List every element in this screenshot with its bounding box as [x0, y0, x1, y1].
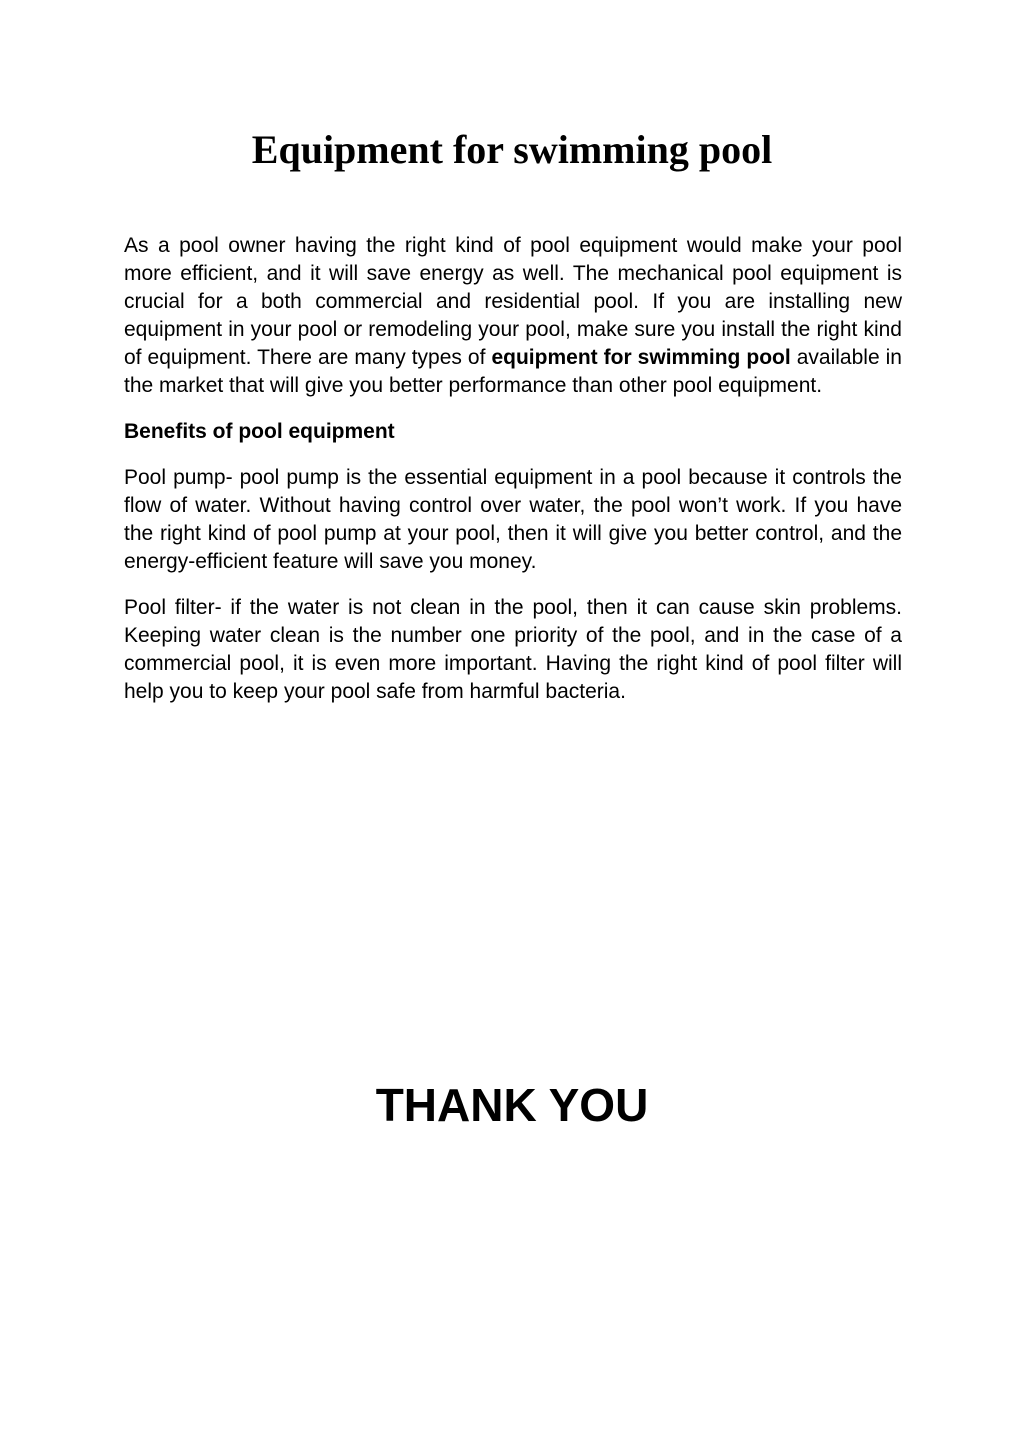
intro-bold-keyword: equipment for swimming pool	[491, 346, 791, 369]
intro-paragraph	[124, 232, 902, 400]
closing-heading: THANK YOU	[375, 1079, 649, 1131]
document-title: Equipment for swimming pool	[251, 127, 773, 172]
pool-pump-paragraph: Pool pump- pool pump is the essential equipment in a pool because it controls the flow of water. Without having control over water, the pool won’t work. If you have the right kind of pool pump at your pool, then it will give you better control, and the energy-efficient feature will save you money.	[124, 466, 902, 573]
document-body	[124, 232, 902, 724]
intro-text-start: As a pool owner having the right kind of pool equipment would make your pool more efficient, and it will save energy as well. The mechanical pool equipment is crucial for a both commercial and residential pool. If you are installing new equipment in your pool or remodeling your pool, make sure you install the right kind of equipment. There are many types of	[124, 234, 902, 369]
intro-text-end: available in the market that will give you better performance than other pool equipment.	[124, 346, 902, 397]
section-subheading: Benefits of pool equipment	[124, 420, 395, 443]
pool-filter-paragraph: Pool filter- if the water is not clean in the pool, then it can cause skin problems. Keeping water clean is the number one priority of the pool, and in the case of a commercial pool, it is even more important. Having the right kind of pool filter will help you to keep your pool safe from harmful bacteria.	[124, 596, 902, 703]
